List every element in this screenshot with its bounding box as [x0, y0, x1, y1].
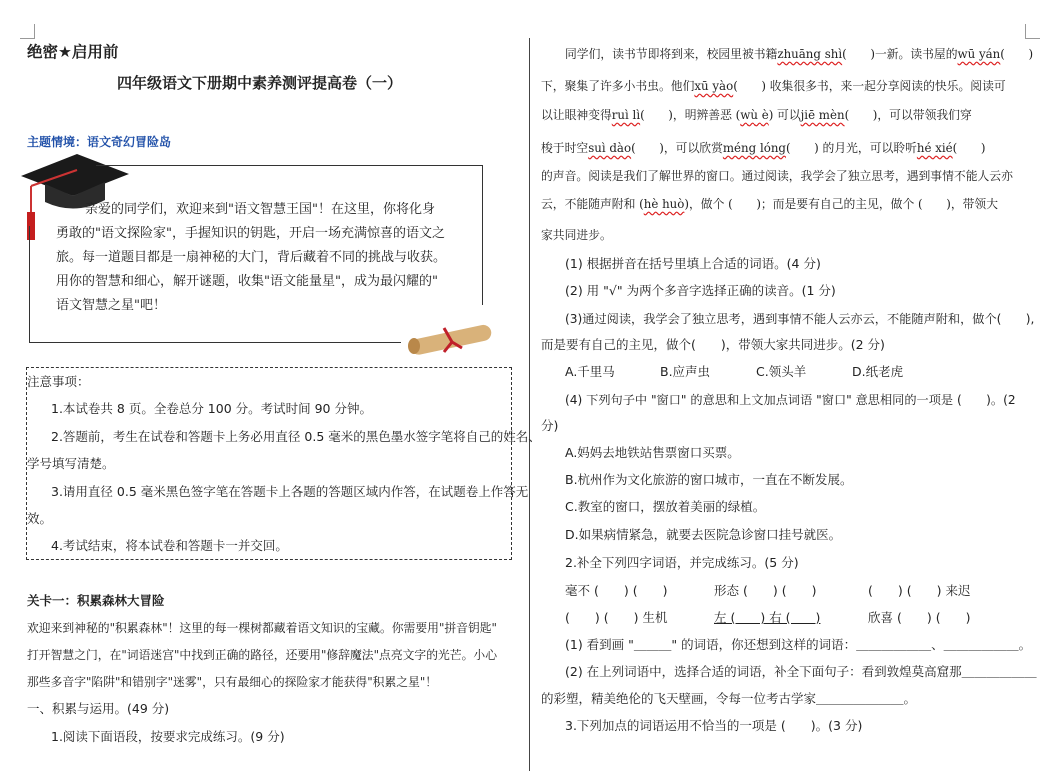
passage-line: 梭于时空suì dào( )，可以欣赏méng lóng( ) 的月光，可以聆听hé xié( ) [541, 141, 986, 155]
notice-item: 1.本试卷共 8 页。全卷总分 100 分。考试时间 90 分钟。 [51, 401, 372, 416]
notice-item: 学号填写清楚。 [27, 456, 115, 471]
passage-line: 家共同进步。 [541, 228, 612, 242]
notice-title: 注意事项： [27, 374, 90, 389]
pinyin: wū yán [957, 47, 1001, 61]
intro-frame-top [96, 165, 482, 166]
intro-frame-right [482, 165, 483, 305]
sub-question: (4) 下列句子中 "窗口" 的意思和上文加点词语 "窗口" 意思相同的一项是 ( )。(2 [565, 393, 1016, 407]
notice-item: 3.请用直径 0.5 毫米黑色签字笔在答题卡上各题的答题区域内作答，在试题卷上作答无 [51, 484, 529, 499]
passage-line: 的声音。阅读是我们了解世界的窗口。通过阅读，我学会了独立思考，遇到事情不能人云亦 [541, 169, 1013, 183]
option: B.杭州作为文化旅游的窗口城市，一直在不断发展。 [565, 472, 853, 487]
intro-line: 勇敢的"语文探险家"，手握知识的钥匙，开启一场充满惊喜的语文之 [56, 226, 445, 241]
idiom-blank: 毫不 ( ) ( ) [565, 583, 668, 598]
intro-line: 亲爱的同学们，欢迎来到"语文智慧王国"！在这里，你将化身 [85, 202, 435, 217]
passage-line: 云，不能随声附和 (hè huò)，做个 ( )；而是要有自己的主见，做个 ( )，带领大 [541, 197, 999, 211]
question-1: 1.阅读下面语段，按要求完成练习。(9 分) [51, 729, 285, 744]
notice-item: 2.答题前，考生在试卷和答题卡上务必用直径 0.5 毫米的黑色墨水签字笔将自己的姓名、 [51, 429, 541, 444]
passage-line: 下，聚集了许多小书虫。他们xū yào( ) 收集很多书，来一起分享阅读的快乐。阅读可 [541, 79, 1006, 93]
pinyin: wù è [740, 108, 769, 122]
intro-line: 用你的智慧和细心，解开谜题，收集"语文能量星"，成为最闪耀的" [56, 274, 438, 289]
notice-item: 效。 [27, 511, 53, 526]
pinyin: xū yào [694, 79, 734, 93]
level-line: 那些多音字"陷阱"和错别字"迷雾"，只有最细心的探险家才能获得"积累之星"！ [27, 675, 438, 689]
option: B.应声虫 [660, 364, 711, 379]
option: D.如果病情紧急，就要去医院急诊窗口挂号就医。 [565, 527, 842, 542]
intro-frame-bottom [29, 342, 401, 343]
pinyin: méng lóng [722, 141, 786, 155]
idiom-blank: ( ) ( ) 生机 [565, 610, 668, 625]
option: A.千里马 [565, 364, 615, 379]
sub-question: (2) 在上列词语中，选择合适的词语，补全下面句子：看到敦煌莫高窟那＿＿＿＿＿＿ [565, 664, 1037, 679]
level-line: 欢迎来到神秘的"积累森林"！这里的每一棵树都藏着语文知识的宝藏。你需要用"拼音钥匙" [27, 621, 497, 635]
level-title: 关卡一：积累森林大冒险 [27, 593, 165, 608]
option: C.教室的窗口，摆放着美丽的绿植。 [565, 499, 766, 514]
pinyin: hè huò [643, 197, 685, 211]
sub-question: 分) [541, 418, 559, 433]
idiom-blank: 形态 ( ) ( ) [714, 583, 817, 598]
column-divider [529, 38, 530, 771]
sub-question: 而是要有自己的主见，做个( )，带领大家共同进步。(2 分) [541, 337, 885, 352]
passage-line: 同学们，读书节即将到来，校园里被书籍zhuāng shì( )一新。读书屋的wū yán( ) [565, 47, 1034, 61]
question-2: 2.补全下列四字词语，并完成练习。(5 分) [565, 555, 799, 570]
idiom-blank-underlined: 左 ( ) 右 ( ) [714, 610, 821, 625]
intro-frame-left [29, 226, 30, 343]
pinyin: hé xié [916, 141, 953, 155]
corner-mark-top-right [1025, 24, 1040, 39]
idiom-blank: 欣喜 ( ) ( ) [868, 610, 971, 625]
theme-label: 主题情境：语文奇幻冒险岛 [27, 135, 172, 149]
scroll-icon [404, 318, 496, 356]
page-title: 四年级语文下册期中素养测评提高卷（一） [117, 74, 403, 92]
intro-line: 旅。每一道题目都是一扇神秘的大门，背后藏着不同的挑战与收获。 [56, 250, 447, 265]
section-heading: 一、积累与运用。(49 分) [27, 701, 170, 716]
sub-question: (1) 根据拼音在括号里填上合适的词语。(4 分) [565, 256, 821, 271]
intro-line: 语文智慧之星"吧！ [56, 298, 166, 313]
pinyin: zhuāng shì [777, 47, 843, 61]
question-3: 3.下列加点的词语运用不恰当的一项是 ( )。(3 分) [565, 718, 863, 733]
idiom-blank: ( ) ( ) 来迟 [868, 583, 971, 598]
pinyin: jiē mèn [800, 108, 845, 122]
sub-question: (1) 看到画 "＿＿＿" 的词语，你还想到这样的词语：＿＿＿＿＿＿、＿＿＿＿＿＿。 [565, 637, 1032, 652]
corner-mark-top-left [20, 24, 35, 39]
level-line: 打开智慧之门，在"词语迷宫"中找到正确的路径，还要用"修辞魔法"点亮文字的光芒。小心 [27, 648, 497, 662]
pinyin: ruì lì [611, 108, 641, 122]
pinyin: suì dào [588, 141, 632, 155]
option: D.纸老虎 [852, 364, 904, 379]
notice-item: 4.考试结束，将本试卷和答题卡一并交回。 [51, 538, 288, 553]
option: A.妈妈去地铁站售票窗口买票。 [565, 445, 740, 460]
passage-line: 以让眼神变得ruì lì( )，明辨善恶 (wù è) 可以jiē mèn( )，可以带领我们穿 [541, 108, 972, 122]
sub-question: (2) 用 "√" 为两个多音字选择正确的读音。(1 分) [565, 283, 836, 298]
option: C.领头羊 [756, 364, 807, 379]
sub-question: (3)通过阅读，我学会了独立思考，遇到事情不能人云亦云，不能随声附和，做个( ), [565, 312, 1035, 326]
sub-question: 的彩塑，精美绝伦的飞天壁画，令每一位考古学家＿＿＿＿＿＿＿。 [541, 691, 917, 706]
confidential-label: 绝密★启用前 [27, 43, 119, 61]
